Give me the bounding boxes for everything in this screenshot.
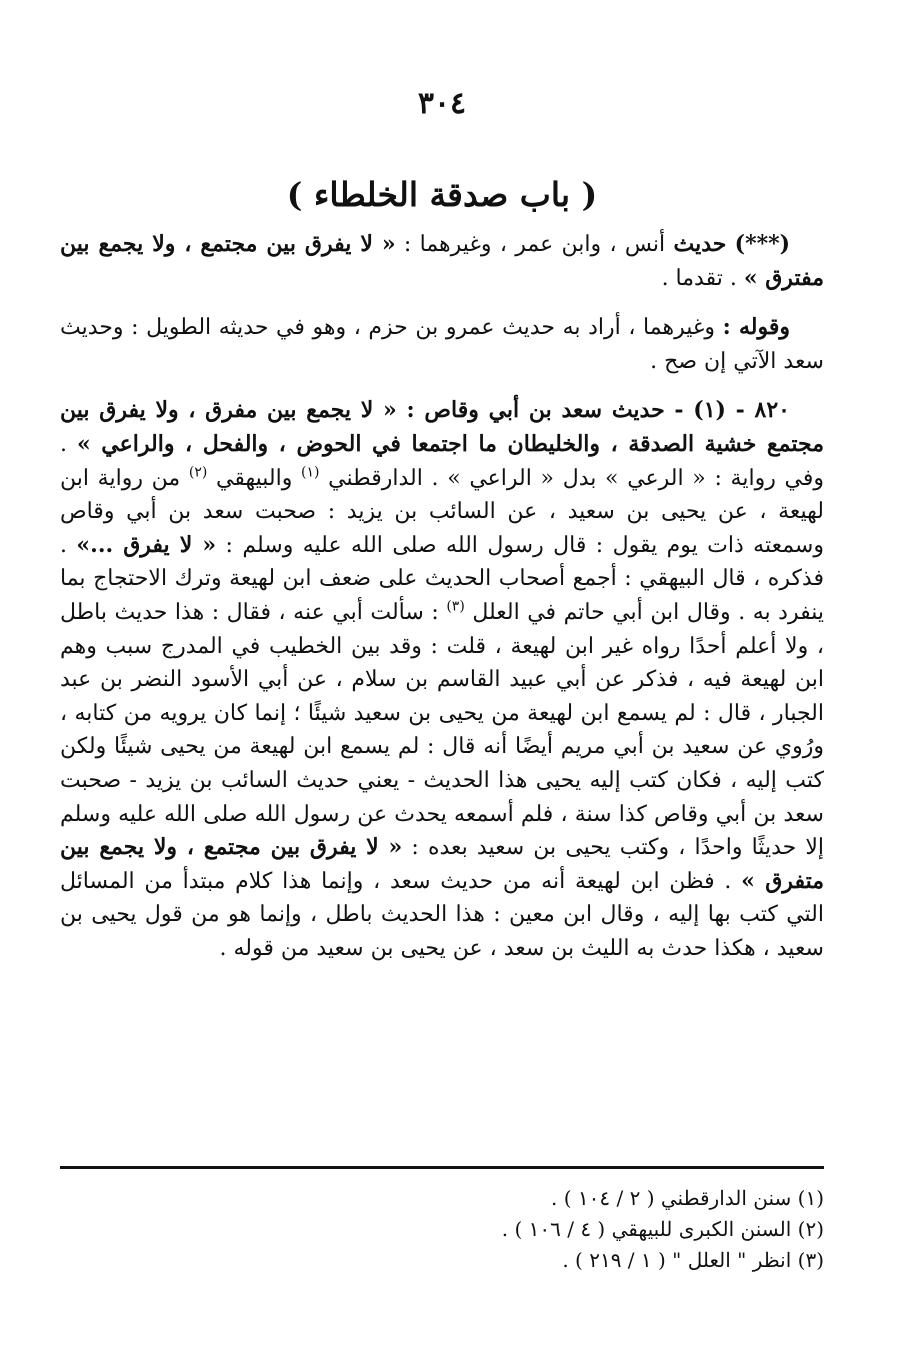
hadith-820-text-4: . فذكره ، قال البيهقي : أجمع أصحاب الحديث على ضعف ابن لهيعة وترك الاحتجاج بما ينفرد به . وقال ابن أبي حاتم في العلل bbox=[60, 532, 824, 625]
hadith-820-text-1: . وفي رواية : « الرعي » بدل « الراعي » . الدارقطني bbox=[60, 431, 824, 491]
hadith-820-quote-2: « لا يفرق بين مجتمع ، ولا يجمع بين متفرق » bbox=[60, 834, 824, 894]
hadith-820-head: ٨٢٠ - (١) - حديث سعد بن أبي وقاص : « لا يجمع بين مفرق ، ولا يفرق بين مجتمع خشية الصدقة ، والخليطان ما اجتمعا في الحوض ، والفحل ، والراعي » bbox=[60, 397, 824, 457]
footnote-3: (٣) انظر " العلل " ( ١ / ٢١٩ ) . bbox=[562, 1248, 824, 1272]
commentary-text: وغيرهما ، أراد به حديث عمرو بن حزم ، وهو في حديثه الطويل : وحديث سعد الآتي إن صح . bbox=[60, 315, 824, 374]
commentary-lead: وقوله : bbox=[722, 314, 790, 341]
hadith-820-text-5: : سألت أبي عنه ، فقال : هذا حديث باطل ، ولا أعلم أحدًا رواه غير ابن لهيعة ، قلت : وقد بين الخطيب في المدرج سبب وهم ابن لهيعة فيه ، فذكر عن أبي عبيد القاسم بن سلام ، عن أبي الأسود النضر بن عبد الجبار ، قال : لم يسمع ابن لهيعة من يحيى بن سعيد شيئًا ؛ إنما كان يرويه من كتابه ، ورُوي عن سعيد بن أبي مريم أيضًا أنه قال : لم يسمع ابن لهيعة من يحيى شيئًا ولكن كتب إليه ، فكان كتب إليه يحيى هذا الحديث - يعني حديث السائب بن يزيد - صحبت سعد بن أبي وقاص كذا سنة ، فلم أسمعه يحدث عن رسول الله صلى الله عليه وسلم إلا حديثًا واحدًا ، وكتب يحيى بن سعيد بعده : bbox=[60, 599, 825, 861]
hadith-lead: حديث bbox=[673, 231, 727, 257]
footnote-ref-1: (١) bbox=[301, 464, 320, 481]
hadith-quote: « لا يفرق بين مجتمع ، ولا يجمع بين مفترق » bbox=[60, 231, 824, 291]
footnote-2: (٢) السنن الكبرى للبيهقي ( ٤ / ١٠٦ ) . bbox=[501, 1217, 824, 1241]
footnotes-section bbox=[60, 1166, 824, 1276]
footnote-ref-2: (٢) bbox=[188, 464, 208, 481]
hadith-820-text-2: والبيهقي bbox=[207, 465, 302, 491]
hadith-paragraph-820 bbox=[60, 394, 824, 965]
footnote-ref-3: (٣) bbox=[446, 598, 465, 615]
commentary-paragraph bbox=[60, 311, 824, 378]
hadith-text: أنس ، وابن عمر ، وغيرهما : bbox=[395, 232, 674, 257]
hadith-820-text-6: . فظن ابن لهيعة أنه من حديث سعد ، وإنما هذا كلام مبتدأ من المسائل التي كتب بها إليه ، وقال ابن معين : هذا الحديث باطل ، وإنما هو من قول يحيى بن سعيد ، هكذا حدث به الليث بن سعد ، عن يحيى بن سعيد من قوله . bbox=[60, 868, 824, 961]
hadith-820-quote-1: « لا يفرق ...» bbox=[76, 531, 217, 558]
page-number: ٣٠٤ bbox=[417, 86, 467, 121]
hadith-820-text-3: من رواية ابن لهيعة ، عن يحيى بن سعيد ، عن السائب بن يزيد : صحبت سعد بن أبي وقاص وسمعته ذات يوم يقول : قال رسول الله صلى الله عليه وسلم : bbox=[60, 465, 824, 558]
chapter-title: ( باب صدقة الخلطاء ) bbox=[286, 175, 598, 214]
hadith-paragraph-1 bbox=[60, 228, 824, 295]
footnote-1: (١) سنن الدارقطني ( ٢ / ١٠٤ ) . bbox=[551, 1186, 824, 1210]
hadith-mark: (***) bbox=[734, 231, 790, 257]
hadith-tail: . تقدما . bbox=[661, 265, 744, 291]
